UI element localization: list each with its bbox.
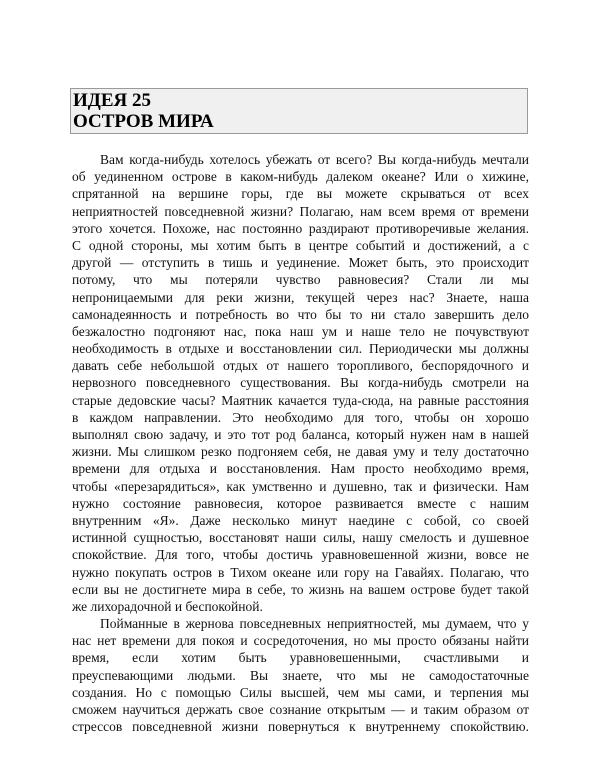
text-line: создания. Но с помощью Силы высшей, чем мы сами, и терпения мы — [72, 684, 529, 700]
text-line: потому, что мы потеряли чувство равновесия? Стали ли мы — [72, 272, 529, 288]
text-line: чтобы «перезарядиться», как умственно и душевно, так и физически. Нам — [72, 478, 529, 494]
text-line: времени для отдыха и восстановления. Нам просто необходимо время, — [72, 461, 529, 477]
paragraph-2 — [72, 615, 529, 735]
text-line: преуспевающими людьми. Вы знаете, что мы не самодостаточные — [72, 667, 529, 683]
paragraph-1 — [72, 151, 529, 615]
text-line: выполнял свою задачу, и это тот род баланса, который нужен нам в нашей — [72, 427, 529, 442]
text-line: нужно покупать остров в Тихом океане или гору на Гавайях. Полагаю, что — [72, 564, 529, 580]
text-line: если вы не достигнете мира в себе, то жизнь на вашем острове будет такой — [72, 581, 529, 597]
text-line: давать себе небольшой отдых от нашего торопливого, беспорядочного и — [72, 358, 529, 374]
text-line: об уединенном острове в каком-нибудь далеком океане? Или о хижине, — [72, 169, 529, 185]
text-line: нас нет времени для покоя и сосредоточения, но мы просто обязаны найти — [72, 633, 529, 649]
text-line: внутренним «Я». Даже несколько минут наедине с собой, со своей — [72, 512, 529, 528]
text-line: безжалостно подгоняют нас, пока наш ум и наше тело не почувствуют — [72, 323, 529, 339]
text-line: спрятанной на вершине горы, где вы можете скрываться от всех — [72, 186, 529, 202]
text-line: время, если хотим быть уравновешенными, счастливыми и — [72, 650, 529, 666]
text-line: неприятностей повседневной жизни? Полагаю, нам всем время от времени — [72, 203, 529, 219]
idea-number-heading: ИДЕЯ 25 — [73, 90, 151, 111]
idea-title-heading: ОСТРОВ МИРА — [73, 111, 214, 132]
text-line: стрессов повседневной жизни повернуться к внутреннему спокойствию. — [72, 719, 529, 735]
body-text — [72, 151, 529, 735]
text-line: сможем научиться держать свое сознание открытым — и таким образом от — [72, 702, 529, 717]
text-line: Вам когда-нибудь хотелось убежать от всего? Вы когда-нибудь мечтали — [100, 152, 529, 167]
text-line: нервозного повседневного существования. Вы когда-нибудь смотрели на — [72, 375, 529, 391]
text-line: в каждом направлении. Это необходимо для того, чтобы он хорошо — [72, 409, 529, 425]
text-line: жизни. Мы слишком резко подгоняем себя, не давая уму и телу достаточно — [72, 444, 529, 460]
text-line: спокойствие. Для того, чтобы достичь уравновешенной жизни, вовсе не — [72, 547, 529, 563]
text-line: этого хочется. Похоже, нас постоянно раздирают противоречивые желания. — [72, 220, 529, 236]
text-line: истинной сущностью, восстановят наши силы, нашу смелость и душевное — [72, 530, 529, 546]
text-line: необходимость в отдыхе и восстановлении сил. Периодически мы должны — [72, 341, 529, 357]
text-line: другой — отступить в тишь и уединение. Может быть, это происходит — [72, 255, 529, 271]
text-line: С одной стороны, мы хотим быть в центре событий и достижений, а с — [72, 237, 529, 253]
text-line: самонадеянность и потребность во что бы то ни стало завершить дело — [72, 306, 529, 322]
text-line: непроницаемыми для реки жизни, текущей через нас? Знаете, наша — [72, 289, 529, 305]
text-line: Пойманные в жернова повседневных неприятностей, мы думаем, что у — [100, 616, 529, 632]
text-line: же лихорадочной и беспокойной. — [72, 598, 263, 614]
idea-title-box — [70, 88, 528, 134]
text-line: старые дедовские часы? Маятник качается туда-сюда, на равные расстояния — [72, 392, 529, 408]
text-line: нужно состояние равновесия, которое развивается вместе с нашим — [72, 495, 529, 511]
